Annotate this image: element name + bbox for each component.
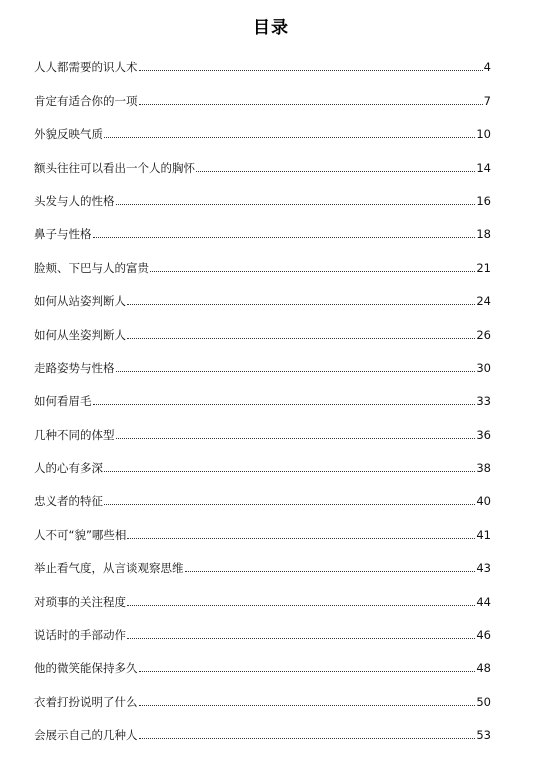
toc-entry-page: 46 (476, 628, 491, 643)
toc-entry[interactable] (34, 715, 491, 748)
toc-entry-page: 48 (476, 661, 491, 676)
toc-entry-label: 会展示自己的几种人 (34, 728, 138, 743)
toc-entry[interactable] (34, 381, 491, 414)
toc-entry-label: 走路姿势与性格 (34, 360, 115, 375)
toc-entry-label: 如何看眉毛 (34, 394, 92, 409)
toc-entry[interactable] (34, 181, 491, 214)
dot-leader (104, 471, 475, 472)
dot-leader (139, 104, 483, 105)
dot-leader (196, 171, 475, 172)
toc-entry-page: 16 (476, 193, 491, 208)
toc-entry-page: 7 (483, 93, 491, 108)
dot-leader (104, 137, 475, 138)
dot-leader (116, 371, 476, 372)
toc-entry[interactable] (34, 114, 491, 147)
dot-leader (127, 304, 475, 305)
toc-entry[interactable] (34, 247, 491, 280)
toc-entry[interactable] (34, 615, 491, 648)
toc-entry-label: 肯定有适合你的一项 (34, 93, 138, 108)
toc-entry-label: 鼻子与性格 (34, 227, 92, 242)
toc-entry-label: 头发与人的性格 (34, 193, 115, 208)
page-title: 目录 (253, 18, 289, 38)
dot-leader (93, 237, 476, 238)
toc-entry[interactable] (34, 314, 491, 347)
toc-entry[interactable] (34, 648, 491, 681)
dot-leader (116, 204, 476, 205)
dot-leader (139, 738, 476, 739)
toc-entry-label: 人人都需要的识人术 (34, 60, 138, 75)
toc-entry-label: 如何从站姿判断人 (34, 294, 126, 309)
toc-entry-label: 人的心有多深 (34, 461, 103, 476)
toc-entry[interactable] (34, 548, 491, 581)
toc-entry-label: 对琐事的关注程度 (34, 594, 126, 609)
dot-leader (185, 571, 476, 572)
toc-entry[interactable] (34, 514, 491, 547)
toc-entry-label: 人不可“貌”哪些相 (34, 527, 127, 542)
toc-entry[interactable] (34, 348, 491, 381)
toc-entry-page: 14 (476, 160, 491, 175)
dot-leader (127, 538, 475, 539)
toc-entry-page: 10 (476, 127, 491, 142)
dot-leader (150, 271, 475, 272)
toc-entry-label: 说话时的手部动作 (34, 628, 126, 643)
toc-entry-page: 26 (476, 327, 491, 342)
toc-entry-page: 44 (476, 594, 491, 609)
toc-entry[interactable] (34, 47, 491, 80)
dot-leader (116, 438, 476, 439)
toc-entry-page: 43 (476, 561, 491, 576)
toc-entry[interactable] (34, 581, 491, 614)
toc-entry-label: 忠义者的特征 (34, 494, 103, 509)
toc-entry-label: 几种不同的体型 (34, 427, 115, 442)
toc-entry[interactable] (34, 80, 491, 113)
dot-leader (127, 338, 475, 339)
toc-entry[interactable] (34, 448, 491, 481)
toc-entry-page: 24 (476, 294, 491, 309)
toc-entry-label: 如何从坐姿判断人 (34, 327, 126, 342)
toc-entry[interactable] (34, 281, 491, 314)
toc-entry-page: 41 (476, 527, 491, 542)
toc-entry-page: 33 (476, 394, 491, 409)
toc-entry[interactable] (34, 481, 491, 514)
toc-entry-label: 衣着打扮说明了什么 (34, 694, 138, 709)
toc-entry[interactable] (34, 681, 491, 714)
toc-entry[interactable] (34, 214, 491, 247)
toc-entry-page: 18 (476, 227, 491, 242)
toc-entry-page: 36 (476, 427, 491, 442)
toc-entry-page: 38 (476, 461, 491, 476)
toc-entry-label: 举止看气度，从言谈观察思维 (34, 561, 184, 576)
dot-leader (104, 504, 475, 505)
table-of-contents (34, 47, 491, 748)
dot-leader (127, 605, 475, 606)
toc-entry-page: 30 (476, 360, 491, 375)
toc-entry-label: 脸颊、下巴与人的富贵 (34, 260, 149, 275)
dot-leader (139, 705, 476, 706)
toc-entry-page: 40 (476, 494, 491, 509)
dot-leader (139, 671, 476, 672)
toc-entry-page: 53 (476, 728, 491, 743)
toc-entry-label: 额头往往可以看出一个人的胸怀 (34, 160, 195, 175)
dot-leader (93, 404, 476, 405)
toc-entry-page: 50 (476, 694, 491, 709)
toc-entry[interactable] (34, 147, 491, 180)
toc-entry-page: 4 (483, 60, 491, 75)
toc-entry-page: 21 (476, 260, 491, 275)
toc-entry[interactable] (34, 414, 491, 447)
toc-entry-label: 外貌反映气质 (34, 127, 103, 142)
toc-entry-label: 他的微笑能保持多久 (34, 661, 138, 676)
dot-leader (127, 638, 475, 639)
dot-leader (139, 70, 483, 71)
